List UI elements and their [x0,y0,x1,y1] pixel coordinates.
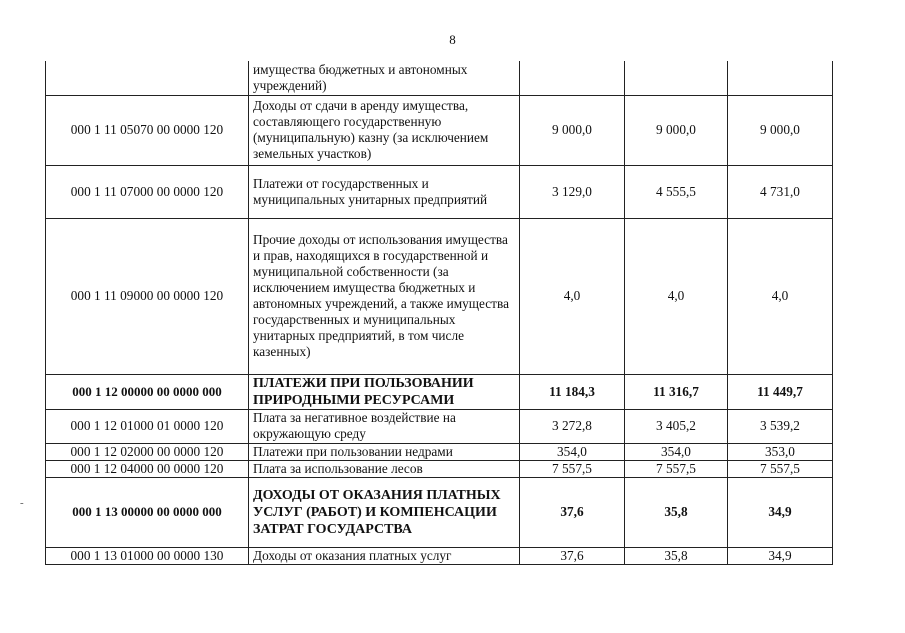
value-year-3 [728,61,833,95]
value-year-1: 9 000,0 [520,95,625,165]
page-number: 8 [449,32,456,47]
table-row [46,165,833,218]
value-year-1: 3 129,0 [520,165,625,218]
value-year-3: 353,0 [728,443,833,460]
budget-code: 000 1 12 02000 00 0000 120 [46,443,249,460]
revenue-name: Платежи от государственных и муниципальных унитарных предприятий [249,165,520,218]
value-year-2: 9 000,0 [625,95,728,165]
table-row [46,547,833,564]
budget-code: 000 1 13 00000 00 0000 000 [46,477,249,547]
table-row [46,460,833,477]
revenue-name: Плата за использование лесов [249,460,520,477]
value-year-2: 4,0 [625,218,728,374]
revenue-name: Доходы от оказания платных услуг [249,547,520,564]
value-year-1: 4,0 [520,218,625,374]
value-year-3: 4,0 [728,218,833,374]
margin-mark: - [20,497,24,509]
table-row [46,95,833,165]
revenue-name: ДОХОДЫ ОТ ОКАЗАНИЯ ПЛАТНЫХ УСЛУГ (РАБОТ) И КОМПЕНСАЦИИ ЗАТРАТ ГОСУДАРСТВА [249,477,520,547]
value-year-3: 7 557,5 [728,460,833,477]
value-year-2: 11 316,7 [625,374,728,409]
value-year-3: 34,9 [728,477,833,547]
value-year-2: 4 555,5 [625,165,728,218]
value-year-1: 11 184,3 [520,374,625,409]
value-year-2: 354,0 [625,443,728,460]
budget-code [46,61,249,95]
value-year-2 [625,61,728,95]
table-row [46,61,833,95]
table-row-section [46,477,833,547]
value-year-2: 35,8 [625,547,728,564]
budget-code: 000 1 12 04000 00 0000 120 [46,460,249,477]
revenue-name: Доходы от сдачи в аренду имущества, составляющего государственную (муниципальную) казну (за исключением земельных участков) [249,95,520,165]
revenue-name: Платежи при пользовании недрами [249,443,520,460]
table-row [46,409,833,443]
table-row [46,218,833,374]
budget-revenue-table [45,61,833,565]
value-year-1 [520,61,625,95]
value-year-3: 3 539,2 [728,409,833,443]
revenue-name: Прочие доходы от использования имущества и прав, находящихся в государственной и муниципальной собственности (за исключением имущества бюджетных и автономных учреждений, а также имущества государственных и муниципальных унитарных предприятий, в том числе казенных) [249,218,520,374]
value-year-2: 35,8 [625,477,728,547]
value-year-2: 7 557,5 [625,460,728,477]
value-year-2: 3 405,2 [625,409,728,443]
value-year-1: 37,6 [520,477,625,547]
budget-code: 000 1 11 05070 00 0000 120 [46,95,249,165]
value-year-3: 4 731,0 [728,165,833,218]
value-year-1: 37,6 [520,547,625,564]
value-year-3: 34,9 [728,547,833,564]
table-row [46,443,833,460]
budget-code: 000 1 11 09000 00 0000 120 [46,218,249,374]
revenue-name: ПЛАТЕЖИ ПРИ ПОЛЬЗОВАНИИ ПРИРОДНЫМИ РЕСУРСАМИ [249,374,520,409]
value-year-1: 354,0 [520,443,625,460]
value-year-3: 11 449,7 [728,374,833,409]
value-year-1: 7 557,5 [520,460,625,477]
value-year-3: 9 000,0 [728,95,833,165]
budget-code: 000 1 13 01000 00 0000 130 [46,547,249,564]
value-year-1: 3 272,8 [520,409,625,443]
revenue-name: имущества бюджетных и автономных учреждений) [249,61,520,95]
budget-code: 000 1 11 07000 00 0000 120 [46,165,249,218]
table-row-section [46,374,833,409]
budget-code: 000 1 12 00000 00 0000 000 [46,374,249,409]
revenue-name: Плата за негативное воздействие на окружающую среду [249,409,520,443]
budget-code: 000 1 12 01000 01 0000 120 [46,409,249,443]
